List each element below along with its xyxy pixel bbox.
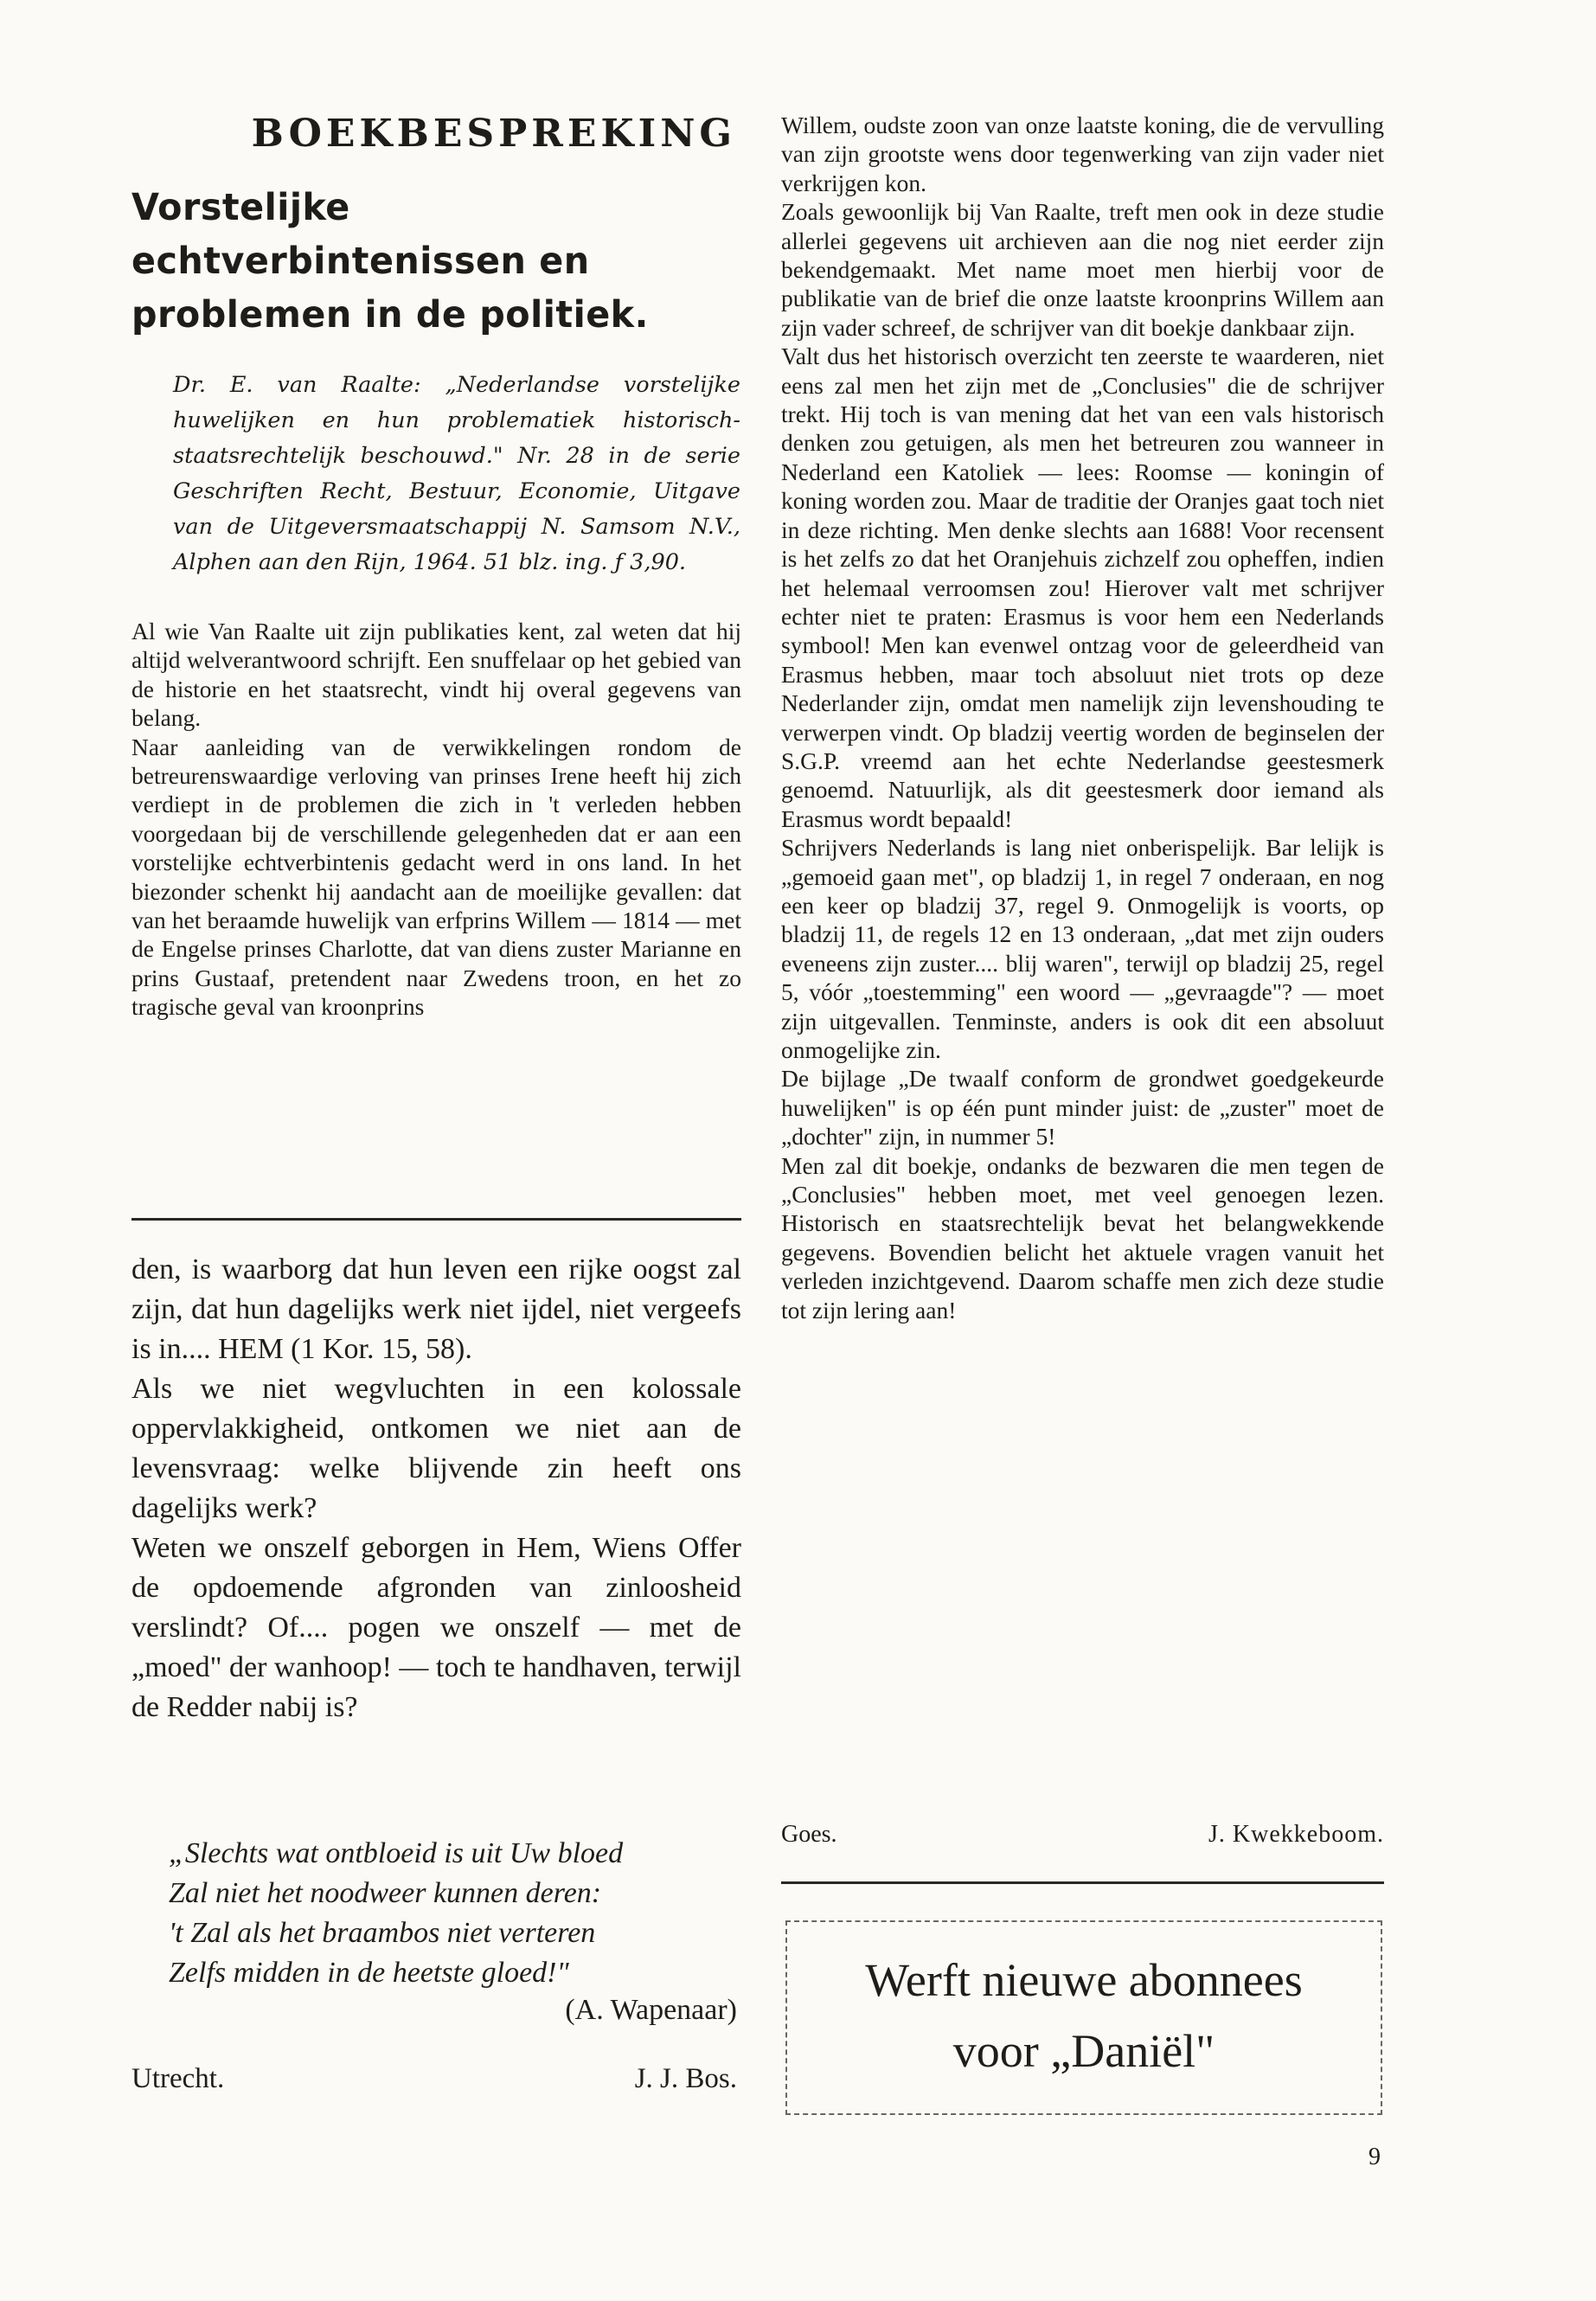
signature-name: J. J. Bos.: [634, 2063, 737, 2094]
meditation-text: [131, 1250, 741, 1727]
meditation-signature: [131, 2063, 737, 2095]
review-body-left: [131, 617, 741, 1022]
review-signature: [781, 1821, 1384, 1849]
review-paragraph: De bijlage „De twaalf conform de grondwet goedgekeurde huwelijken" is op één punt minder juist: de „zuster" moet de „dochter" zijn, in nummer 5!: [781, 1065, 1384, 1150]
book-citation: Dr. E. van Raalte: „Nederlandse vorstelijke huwelijken en hun problematiek historisch-staatsrechtelijk beschouwd." Nr. 28 in de serie Geschriften Recht, Bestuur, Economie, Uitgave van de Uitgeversmaatschappij N. Samsom N.V., Alphen aan den Rijn, 1964. 51 blz. ing. ƒ 3,90.: [173, 372, 740, 575]
meditation-paragraph: Als we niet wegvluchten in een kolossale oppervlakkigheid, ontkomen we niet aan de levensvraag: welke blijvende zin heeft ons dagelijks werk?: [131, 1373, 741, 1524]
poem-line: Zal niet het noodweer kunnen deren:: [169, 1877, 602, 1909]
poem-line: 't Zal als het braambos niet verteren: [169, 1917, 596, 1949]
subscription-ad-box: [785, 1920, 1382, 2115]
signature-place: Goes.: [781, 1821, 837, 1848]
page-number: 9: [1368, 2144, 1381, 2170]
column-divider-rule: [131, 1218, 741, 1221]
poem-quote: [169, 1834, 740, 1993]
signature-name: J. Kwekkeboom.: [1208, 1821, 1384, 1848]
section-heading: BOEKBESPREKING: [251, 112, 736, 156]
review-paragraph: Al wie Van Raalte uit zijn publikaties kent, zal weten dat hij altijd welverantwoord schrijft. Een snuffelaar op het gebied van de historie en het staatsrecht, vindt hij overal gegevens van belang.: [131, 618, 741, 732]
review-paragraph: Willem, oudste zoon van onze laatste koning, die de vervulling van zijn grootste wens door tegenwerking van zijn vader niet verkrijgen kon.: [781, 112, 1384, 196]
left-column: [131, 108, 741, 1022]
poem-line: „Slechts wat ontbloeid is uit Uw bloed: [169, 1837, 624, 1869]
review-paragraph: Men zal dit boekje, ondanks de bezwaren die men tegen de „Conclusies" hebben moet, met veel genoegen lezen. Historisch en staatsrechtelijk bevat het belangwekkende gegevens. Bovendien belicht het aktuele vragen vanuit het verleden inzichtgevend. Daarom schaffe men zich deze studie tot zijn lering aan!: [781, 1151, 1384, 1324]
review-paragraph: Zoals gewoonlijk bij Van Raalte, treft men ook in deze studie allerlei gegevens uit archieven aan die nog niet eerder zijn bekendgemaakt. Met name moet men hierbij voor de publikatie van de brief die onze laatste kroonprins Willem aan zijn vader schreef, de schrijver van dit boekje dankbaar zijn.: [781, 198, 1384, 341]
poem-line: Zelfs midden in de heetste gloed!": [169, 1957, 569, 1989]
ad-line: Werft nieuwe abonnees: [865, 1954, 1303, 2006]
signature-place: Utrecht.: [131, 2063, 225, 2094]
right-divider-rule: [781, 1881, 1384, 1884]
review-headline: Vorstelijke echtverbintenissen en problemen in de politiek.: [131, 186, 649, 336]
review-paragraph: Naar aanleiding van de verwikkelingen rondom de betreurenswaardige verloving van prinses Irene heeft hij zich verdiept in de problemen die zich in 't verleden hebben voorgedaan bij de verschillende gelegenheden dat er aan een vorstelijke echtverbintenis gedacht werd in ons land. In het biezonder schenkt hij aandacht aan de moeilijke gevallen: dat van het beraamde huwelijk van erfprins Willem — 1814 — met de Engelse prinses Charlotte, dat van diens zuster Marianne en prins Gustaaf, pretendent naar Zwedens troon, en het zo tragische geval van kroonprins: [131, 733, 741, 1021]
review-paragraph: Valt dus het historisch overzicht ten zeerste te waarderen, niet eens zal men het zijn met de „Conclusies" die de schrijver trekt. Hij toch is van mening dat het van een vals historisch denken zou getuigen, als men het betreuren zou wanneer in Nederland een Katoliek — lees: Roomse — koningin of koning worden zou. Maar de traditie der Oranjes gaat toch niet in deze richting. Men denke slechts aan 1688! Voor recensent is het zelfs zo dat het Oranjehuis zichzelf zou opheffen, indien het helemaal verroomsen zou! Hierover valt met schrijver echter niet te praten: Erasmus is voor hem een Nederlands symbool! Men kan evenwel ontzag voor de geleerdheid van Erasmus hebben, maar toch absoluut niet trots op deze Nederlander zijn, omdat men namelijk zijn levenshouding te verwerpen vindt. Op bladzij veertig worden de beginselen der S.G.P. vreemd aan het echte Nederlandse geestesmerk genoemd. Natuurlijk, als dit geestesmerk door iemand als Erasmus wordt bepaald!: [781, 343, 1384, 832]
meditation-paragraph: Weten we onszelf geborgen in Hem, Wiens Offer de opdoemende afgronden van zinloosheid verslindt? Of.... pogen we onszelf — met de „moed" der wanhoop! — toch te handhaven, terwijl de Redder nabij is?: [131, 1532, 741, 1723]
review-paragraph: Schrijvers Nederlands is lang niet onberispelijk. Bar lelijk is „gemoeid gaan met", op bladzij 1, in regel 7 onderaan, en nog een keer op bladzij 37, regel 9. Onmogelijk is voorts, op bladzij 11, de regels 12 en 13 onderaan, „dat met zijn ouders eveneens zijn zuster.... blij waren", terwijl op bladzij 25, regel 5, vóór „toestemming" een woord — „gevraagde"? — moet zijn uitgevallen. Tenminste, anders is ook dit een absoluut onmogelijke zin.: [781, 834, 1384, 1063]
meditation-paragraph: den, is waarborg dat hun leven een rijke oogst zal zijn, dat hun dagelijks werk niet ijdel, niet vergeefs is in.... HEM (1 Kor. 15, 58).: [131, 1253, 741, 1365]
right-column: [781, 111, 1384, 1324]
ad-line: voor „Daniël": [952, 2025, 1215, 2077]
poem-author: (A. Wapenaar): [565, 1994, 737, 2026]
